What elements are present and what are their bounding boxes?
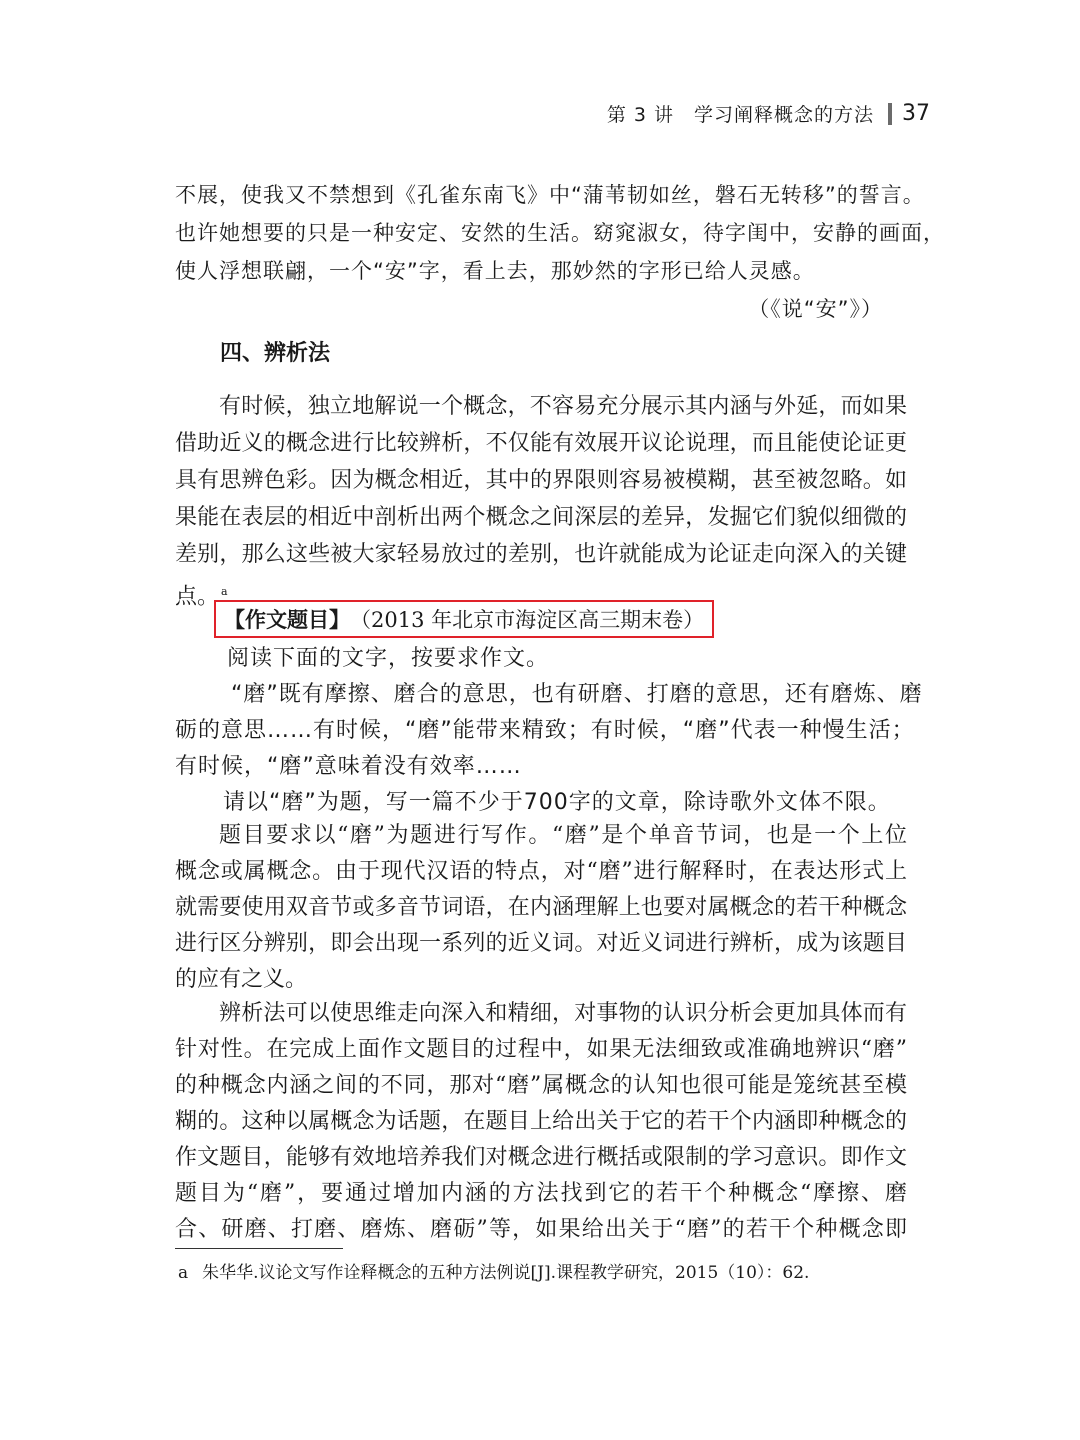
quote-line: 也许她想要的只是一种安定、安然的生活。窈窕淑女，待字闺中，安静的画面， <box>175 221 945 245</box>
quote-attribution: （《说“安”》） <box>748 297 883 321</box>
text-line: 就需要使用双音节或多音节词语，在内涵理解上也要对属概念的若干种概念 <box>175 895 907 920</box>
text-line: 有时候，独立地解说一个概念，不容易充分展示其内涵与外延，而如果 <box>219 394 907 419</box>
page-number: 37 <box>902 101 930 126</box>
material-line: 砺的意思……有时候，“磨”能带来精致；有时候，“磨”代表一种慢生活； <box>175 718 915 743</box>
task-requirement: 请以“磨”为题，写一篇不少于700字的文章，除诗歌外文体不限。 <box>223 790 891 815</box>
text-line: 差别，那么这些被大家轻易放过的差别，也许就能成为论证走向深入的关键 <box>175 542 907 567</box>
text-line: 作文题目，能够有效地培养我们对概念进行概括或限制的学习意识。即作文 <box>175 1145 907 1170</box>
footnote-divider <box>175 1248 343 1249</box>
quote-line: 不展，使我又不禁想到《孔雀东南飞》中“蒲苇韧如丝，磐石无转移”的誓言。 <box>175 183 925 207</box>
footnote-reference: a <box>221 585 228 598</box>
text-line: 果能在表层的相近中剖析出两个概念之间深层的差异，发掘它们貌似细微的 <box>175 505 907 530</box>
text-line: 概念或属概念。由于现代汉语的特点，对“磨”进行解释时，在表达形式上 <box>175 859 907 884</box>
paragraph-2 <box>175 818 907 998</box>
footnote-text: 朱华华.议论文写作诠释概念的五种方法例说[J].课程教学研究，2015（10）：62. <box>202 1263 810 1283</box>
task-instruction: 阅读下面的文字，按要求作文。 <box>227 646 550 671</box>
text-line: 进行区分辨别，即会出现一系列的近义词。对近义词进行辨析，成为该题目 <box>175 931 907 956</box>
running-header <box>607 100 930 127</box>
footnote <box>178 1258 809 1283</box>
prompt-label: 【作文题目】 <box>224 608 350 632</box>
text-line: 题目要求以“磨”为题进行写作。“磨”是个单音节词，也是一个上位 <box>219 823 907 848</box>
material-line: “磨”既有摩擦、磨合的意思，也有研磨、打磨的意思，还有磨炼、磨 <box>231 682 923 707</box>
paragraph-1 <box>175 388 907 615</box>
text-line: 的种概念内涵之间的不同，那对“磨”属概念的认知也很可能是笼统甚至模 <box>175 1073 907 1098</box>
paragraph-3 <box>175 996 907 1248</box>
essay-task <box>175 641 923 821</box>
quoted-excerpt <box>175 176 945 328</box>
quote-line: 使人浮想联翩，一个“安”字，看上去，那妙然的字形已给人灵感。 <box>175 259 815 283</box>
text-line: 合、研磨、打磨、磨炼、磨砺”等，如果给出关于“磨”的若干个种概念即 <box>175 1217 907 1242</box>
text-line: 具有思辨色彩。因为概念相近，其中的界限则容易被模糊，甚至被忽略。如 <box>175 468 907 493</box>
text-line: 的应有之义。 <box>175 967 308 992</box>
text-line-content: 点。 <box>175 584 220 610</box>
text-line: 辨析法可以使思维走向深入和精细，对事物的认识分析会更加具体而有 <box>219 1001 907 1026</box>
header-divider <box>888 103 892 125</box>
text-line: 题目为“磨”，要通过增加内涵的方法找到它的若干个种概念“摩擦、磨 <box>175 1181 907 1206</box>
text-line: 针对性。在完成上面作文题目的过程中，如果无法细致或准确地辨识“磨” <box>175 1037 907 1062</box>
section-heading: 四、辨析法 <box>220 341 331 366</box>
chapter-title: 第 3 讲 学习阐释概念的方法 <box>606 104 874 126</box>
text-line: 糊的。这种以属概念为话题，在题目上给出关于它的若干个内涵即种概念的 <box>175 1109 907 1134</box>
prompt-source: （2013 年北京市海淀区高三期末卷） <box>350 608 705 632</box>
footnote-mark: a <box>178 1263 189 1283</box>
essay-prompt-box <box>214 600 714 638</box>
material-line: 有时候，“磨”意味着没有效率…… <box>175 754 522 779</box>
text-line: 借助近义的概念进行比较辨析，不仅能有效展开议论说理，而且能使论证更 <box>175 431 907 456</box>
